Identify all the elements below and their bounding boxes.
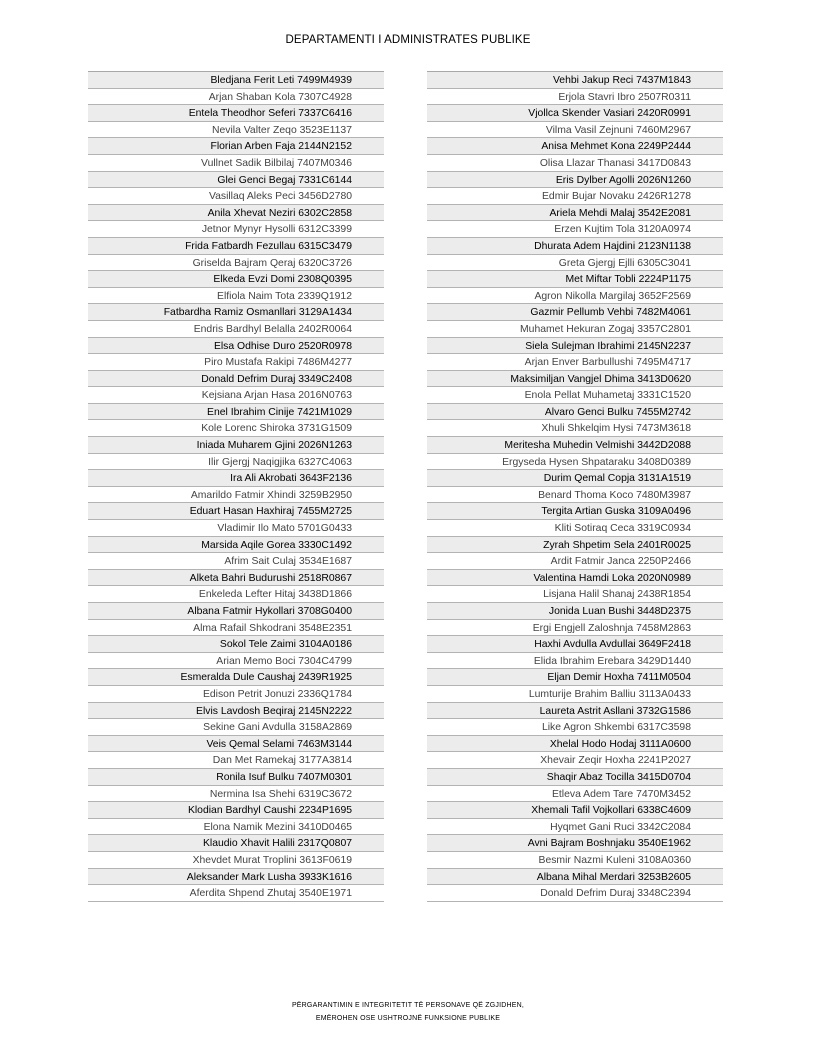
list-item: Etleva Adem Tare 7470M3452 xyxy=(427,786,723,803)
list-item: Ira Ali Akrobati 3643F2136 xyxy=(88,470,384,487)
list-item: Enel Ibrahim Cinije 7421M1029 xyxy=(88,404,384,421)
list-item: Klodian Bardhyl Caushi 2234P1695 xyxy=(88,802,384,819)
list-item: Arjan Shaban Kola 7307C4928 xyxy=(88,89,384,106)
list-item: Durim Qemal Copja 3131A1519 xyxy=(427,470,723,487)
list-item: Xhelal Hodo Hodaj 3111A0600 xyxy=(427,736,723,753)
list-item: Kliti Sotiraq Ceca 3319C0934 xyxy=(427,520,723,537)
list-item: Veis Qemal Selami 7463M3144 xyxy=(88,736,384,753)
list-item: Fatbardha Ramiz Osmanllari 3129A1434 xyxy=(88,304,384,321)
list-item: Ilir Gjergj Naqigjika 6327C4063 xyxy=(88,454,384,471)
list-item: Vilma Vasil Zejnuni 7460M2967 xyxy=(427,122,723,139)
list-item: Albana Mihal Merdari 3253B2605 xyxy=(427,869,723,886)
list-item: Edison Petrit Jonuzi 2336Q1784 xyxy=(88,686,384,703)
list-item: Olisa Llazar Thanasi 3417D0843 xyxy=(427,155,723,172)
list-item: Alketa Bahri Budurushi 2518R0867 xyxy=(88,570,384,587)
list-item: Bledjana Ferit Leti 7499M4939 xyxy=(88,72,384,89)
list-item: Met Miftar Tobli 2224P1175 xyxy=(427,271,723,288)
list-item: Dan Met Ramekaj 3177A3814 xyxy=(88,752,384,769)
list-item: Ardit Fatmir Janca 2250P2466 xyxy=(427,553,723,570)
list-item: Vjollca Skender Vasiari 2420R0991 xyxy=(427,105,723,122)
footer xyxy=(0,999,816,1025)
list-item: Entela Theodhor Seferi 7337C6416 xyxy=(88,105,384,122)
list-item: Nevila Valter Zeqo 3523E1137 xyxy=(88,122,384,139)
list-item: Gazmir Pellumb Vehbi 7482M4061 xyxy=(427,304,723,321)
list-item: Lisjana Halil Shanaj 2438R1854 xyxy=(427,586,723,603)
list-item: Lumturije Brahim Balliu 3113A0433 xyxy=(427,686,723,703)
list-item: Shaqir Abaz Tocilla 3415D0704 xyxy=(427,769,723,786)
list-item: Xhemali Tafil Vojkollari 6338C4609 xyxy=(427,802,723,819)
list-item: Like Agron Shkembi 6317C3598 xyxy=(427,719,723,736)
list-item: Donald Defrim Duraj 3348C2394 xyxy=(427,885,723,902)
list-item: Maksimiljan Vangjel Dhima 3413D0620 xyxy=(427,371,723,388)
list-item: Vladimir Ilo Mato 5701G0433 xyxy=(88,520,384,537)
list-item: Ergyseda Hysen Shpataraku 3408D0389 xyxy=(427,454,723,471)
list-item: Eduart Hasan Haxhiraj 7455M2725 xyxy=(88,503,384,520)
list-item: Amarildo Fatmir Xhindi 3259B2950 xyxy=(88,487,384,504)
list-item: Muhamet Hekuran Zogaj 3357C2801 xyxy=(427,321,723,338)
list-item: Benard Thoma Koco 7480M3987 xyxy=(427,487,723,504)
list-item: Dhurata Adem Hajdini 2123N1138 xyxy=(427,238,723,255)
list-item: Greta Gjergj Ejlli 6305C3041 xyxy=(427,255,723,272)
list-item: Ronila Isuf Bulku 7407M0301 xyxy=(88,769,384,786)
list-item: Elida Ibrahim Erebara 3429D1440 xyxy=(427,653,723,670)
list-item: Edmir Bujar Novaku 2426R1278 xyxy=(427,188,723,205)
list-item: Anila Xhevat Neziri 6302C2858 xyxy=(88,205,384,222)
list-item: Griselda Bajram Qeraj 6320C3726 xyxy=(88,255,384,272)
list-item: Siela Sulejman Ibrahimi 2145N2237 xyxy=(427,338,723,355)
right-name-list xyxy=(427,71,723,902)
list-item: Arjan Enver Barbullushi 7495M4717 xyxy=(427,354,723,371)
list-item: Aleksander Mark Lusha 3933K1616 xyxy=(88,869,384,886)
list-item: Elvis Lavdosh Beqiraj 2145N2222 xyxy=(88,703,384,720)
list-item: Alma Rafail Shkodrani 3548E2351 xyxy=(88,620,384,637)
list-item: Jonida Luan Bushi 3448D2375 xyxy=(427,603,723,620)
list-item: Glei Genci Begaj 7331C6144 xyxy=(88,172,384,189)
list-item: Elfiola Naim Tota 2339Q1912 xyxy=(88,288,384,305)
list-item: Zyrah Shpetim Sela 2401R0025 xyxy=(427,537,723,554)
list-item: Elkeda Evzi Domi 2308Q0395 xyxy=(88,271,384,288)
list-item: Frida Fatbardh Fezullau 6315C3479 xyxy=(88,238,384,255)
list-item: Donald Defrim Duraj 3349C2408 xyxy=(88,371,384,388)
footer-line-1: PËRGARANTIMIN E INTEGRITETIT TË PERSONAVE QË ZGJIDHEN, xyxy=(291,1002,525,1009)
list-item: Sokol Tele Zaimi 3104A0186 xyxy=(88,636,384,653)
list-item: Xhuli Shkelqim Hysi 7473M3618 xyxy=(427,420,723,437)
list-item: Aferdita Shpend Zhutaj 3540E1971 xyxy=(88,885,384,902)
list-item: Florian Arben Faja 2144N2152 xyxy=(88,138,384,155)
list-item: Enola Pellat Muhametaj 3331C1520 xyxy=(427,387,723,404)
left-name-list xyxy=(88,71,384,902)
list-item: Vehbi Jakup Reci 7437M1843 xyxy=(427,72,723,89)
list-item: Enkeleda Lefter Hitaj 3438D1866 xyxy=(88,586,384,603)
list-item: Valentina Hamdi Loka 2020N0989 xyxy=(427,570,723,587)
list-item: Elona Namik Mezini 3410D0465 xyxy=(88,819,384,836)
list-item: Ergi Engjell Zaloshnja 7458M2863 xyxy=(427,620,723,637)
list-item: Erjola Stavri Ibro 2507R0311 xyxy=(427,89,723,106)
list-item: Kejsiana Arjan Hasa 2016N0763 xyxy=(88,387,384,404)
list-item: Tergita Artian Guska 3109A0496 xyxy=(427,503,723,520)
list-item: Eljan Demir Hoxha 7411M0504 xyxy=(427,669,723,686)
list-item: Anisa Mehmet Kona 2249P2444 xyxy=(427,138,723,155)
list-item: Besmir Nazmi Kuleni 3108A0360 xyxy=(427,852,723,869)
list-item: Elsa Odhise Duro 2520R0978 xyxy=(88,338,384,355)
list-item: Marsida Aqile Gorea 3330C1492 xyxy=(88,537,384,554)
list-item: Arian Memo Boci 7304C4799 xyxy=(88,653,384,670)
list-item: Albana Fatmir Hykollari 3708G0400 xyxy=(88,603,384,620)
list-item: Avni Bajram Boshnjaku 3540E1962 xyxy=(427,835,723,852)
list-item: Vasillaq Aleks Peci 3456D2780 xyxy=(88,188,384,205)
list-item: Piro Mustafa Rakipi 7486M4277 xyxy=(88,354,384,371)
list-item: Eris Dylber Agolli 2026N1260 xyxy=(427,172,723,189)
list-item: Kole Lorenc Shiroka 3731G1509 xyxy=(88,420,384,437)
list-item: Iniada Muharem Gjini 2026N1263 xyxy=(88,437,384,454)
list-item: Ariela Mehdi Malaj 3542E2081 xyxy=(427,205,723,222)
page-title: DEPARTAMENTI I ADMINISTRATES PUBLIKE xyxy=(285,34,531,46)
list-item: Xhevdet Murat Troplini 3613F0619 xyxy=(88,852,384,869)
list-item: Sekine Gani Avdulla 3158A2869 xyxy=(88,719,384,736)
list-item: Klaudio Xhavit Halili 2317Q0807 xyxy=(88,835,384,852)
list-item: Alvaro Genci Bulku 7455M2742 xyxy=(427,404,723,421)
list-item: Xhevair Zeqir Hoxha 2241P2027 xyxy=(427,752,723,769)
list-item: Afrim Sait Culaj 3534E1687 xyxy=(88,553,384,570)
list-item: Haxhi Avdulla Avdullai 3649F2418 xyxy=(427,636,723,653)
list-item: Vullnet Sadik Bilbilaj 7407M0346 xyxy=(88,155,384,172)
list-item: Laureta Astrit Asllani 3732G1586 xyxy=(427,703,723,720)
list-item: Hyqmet Gani Ruci 3342C2084 xyxy=(427,819,723,836)
list-item: Jetnor Mynyr Hysolli 6312C3399 xyxy=(88,221,384,238)
list-item: Agron Nikolla Margilaj 3652F2569 xyxy=(427,288,723,305)
list-item: Erzen Kujtim Tola 3120A0974 xyxy=(427,221,723,238)
list-item: Esmeralda Dule Caushaj 2439R1925 xyxy=(88,669,384,686)
list-item: Nermina Isa Shehi 6319C3672 xyxy=(88,786,384,803)
footer-line-2: EMËROHEN OSE USHTROJNË FUNKSIONE PUBLIKE xyxy=(315,1015,501,1022)
list-item: Meritesha Muhedin Velmishi 3442D2088 xyxy=(427,437,723,454)
list-item: Endris Bardhyl Belalla 2402R0064 xyxy=(88,321,384,338)
